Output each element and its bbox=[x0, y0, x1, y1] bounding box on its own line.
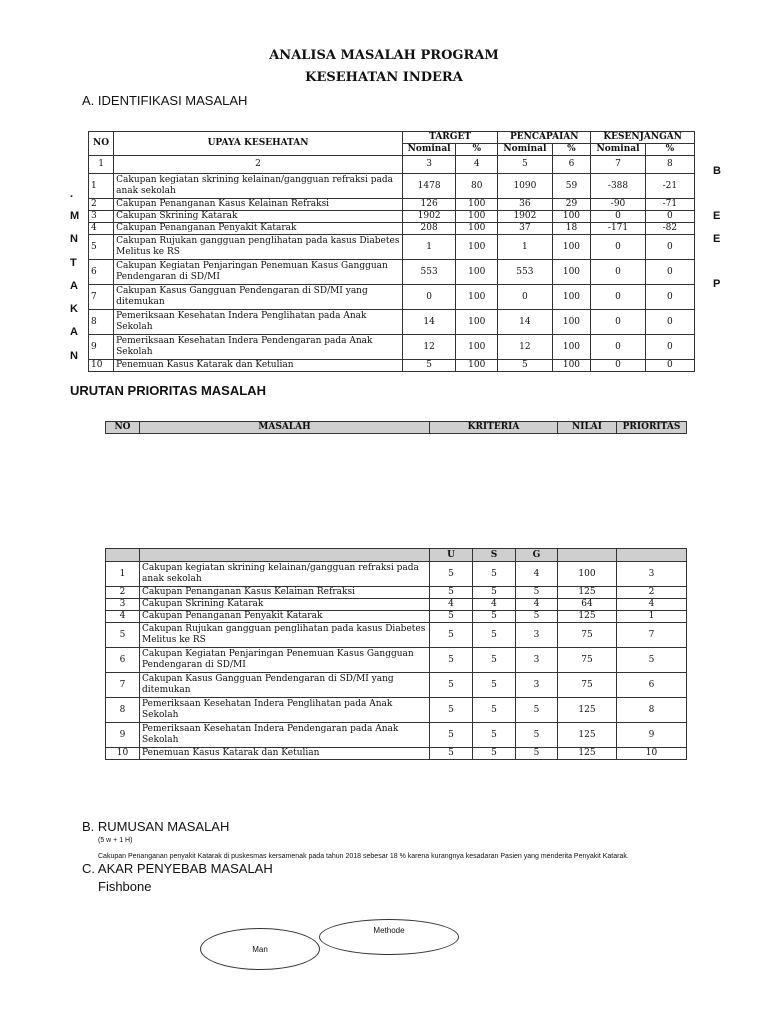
side-letter-right: P bbox=[713, 278, 721, 290]
section-c-subheading: Fishbone bbox=[98, 879, 152, 894]
identification-row bbox=[89, 235, 695, 260]
cell-p-nom: 37 bbox=[498, 223, 552, 235]
cell-t-nom: 1902 bbox=[402, 211, 455, 223]
identification-row bbox=[89, 310, 695, 335]
priority-cell-no: 6 bbox=[106, 648, 140, 673]
priority-cell-masalah: Cakupan Rujukan gangguan penglihatan pada kasus Diabetes Melitus ke RS bbox=[140, 623, 430, 648]
priority-cell-u: 5 bbox=[430, 748, 473, 760]
priority-col-masalah: MASALAH bbox=[140, 422, 430, 434]
priority-cell-s: 5 bbox=[473, 673, 516, 698]
priority-cell-g: 5 bbox=[516, 723, 558, 748]
cell-k-pct: 0 bbox=[645, 211, 694, 223]
index-row bbox=[89, 156, 695, 174]
cell-upaya: Cakupan Penanganan Penyakit Katarak bbox=[114, 223, 403, 235]
priority-cell-prioritas: 5 bbox=[617, 648, 687, 673]
cell-k-pct: -82 bbox=[645, 223, 694, 235]
priority-row bbox=[106, 599, 687, 611]
side-letter-right: E bbox=[713, 233, 721, 245]
priority-row bbox=[106, 748, 687, 760]
priority-cell-nilai: 75 bbox=[558, 648, 617, 673]
cell-k-nom: -388 bbox=[591, 174, 645, 199]
priority-cell-s: 5 bbox=[473, 698, 516, 723]
col-target-pct: % bbox=[456, 144, 498, 156]
priority-cell-prioritas: 2 bbox=[617, 587, 687, 599]
priority-row bbox=[106, 698, 687, 723]
cell-upaya: Cakupan Rujukan gangguan penglihatan pada kasus Diabetes Melitus ke RS bbox=[114, 235, 403, 260]
col-pencapaian-nominal: Nominal bbox=[498, 144, 552, 156]
usg-blank bbox=[140, 549, 430, 562]
col-kesenjangan-pct: % bbox=[645, 144, 694, 156]
usg-blank bbox=[617, 549, 687, 562]
priority-cell-s: 5 bbox=[473, 587, 516, 599]
priority-cell-u: 5 bbox=[430, 673, 473, 698]
cell-p-pct: 29 bbox=[552, 199, 591, 211]
priority-cell-g: 4 bbox=[516, 599, 558, 611]
fishbone-methode-label: Methode bbox=[373, 926, 405, 935]
cell-k-nom: 0 bbox=[591, 260, 645, 285]
priority-cell-nilai: 75 bbox=[558, 673, 617, 698]
priority-cell-prioritas: 4 bbox=[617, 599, 687, 611]
side-letter-left: M bbox=[70, 210, 80, 222]
cell-t-pct: 100 bbox=[456, 260, 498, 285]
priority-cell-masalah: Pemeriksaan Kesehatan Indera Pendengaran pada Anak Sekolah bbox=[140, 723, 430, 748]
cell-p-pct: 100 bbox=[552, 260, 591, 285]
priority-cell-s: 5 bbox=[473, 648, 516, 673]
cell-p-nom: 36 bbox=[498, 199, 552, 211]
side-letter-right: E bbox=[713, 210, 721, 222]
section-b-note: (5 w + 1 H) bbox=[98, 837, 133, 844]
priority-cell-u: 5 bbox=[430, 562, 473, 587]
cell-no: 8 bbox=[89, 310, 114, 335]
cell-upaya: Pemeriksaan Kesehatan Indera Penglihatan pada Anak Sekolah bbox=[114, 310, 403, 335]
cell-p-pct: 100 bbox=[552, 335, 591, 360]
cell-upaya: Pemeriksaan Kesehatan Indera Pendengaran pada Anak Sekolah bbox=[114, 335, 403, 360]
priority-cell-g: 5 bbox=[516, 587, 558, 599]
priority-cell-s: 5 bbox=[473, 611, 516, 623]
cell-t-pct: 100 bbox=[456, 235, 498, 260]
cell-t-nom: 12 bbox=[402, 335, 455, 360]
index-cell: 2 bbox=[114, 156, 403, 174]
side-letter-left: K bbox=[70, 303, 78, 315]
cell-t-pct: 100 bbox=[456, 211, 498, 223]
cell-p-nom: 14 bbox=[498, 310, 552, 335]
cell-p-pct: 100 bbox=[552, 310, 591, 335]
cell-t-pct: 100 bbox=[456, 310, 498, 335]
priority-cell-u: 5 bbox=[430, 648, 473, 673]
col-target: TARGET bbox=[402, 132, 497, 144]
priority-cell-prioritas: 10 bbox=[617, 748, 687, 760]
priority-cell-no: 3 bbox=[106, 599, 140, 611]
col-kesenjangan-nominal: Nominal bbox=[591, 144, 645, 156]
priority-cell-prioritas: 7 bbox=[617, 623, 687, 648]
cell-t-nom: 1 bbox=[402, 235, 455, 260]
cell-no: 2 bbox=[89, 199, 114, 211]
priority-cell-no: 4 bbox=[106, 611, 140, 623]
cell-k-pct: 0 bbox=[645, 285, 694, 310]
cell-p-nom: 5 bbox=[498, 360, 552, 372]
cell-k-pct: 0 bbox=[645, 260, 694, 285]
section-a-heading: A. IDENTIFIKASI MASALAH bbox=[82, 93, 248, 108]
index-cell: 7 bbox=[591, 156, 645, 174]
priority-cell-u: 5 bbox=[430, 623, 473, 648]
col-target-nominal: Nominal bbox=[402, 144, 455, 156]
priority-cell-masalah: Cakupan kegiatan skrining kelainan/gangguan refraksi pada anak sekolah bbox=[140, 562, 430, 587]
cell-k-nom: -171 bbox=[591, 223, 645, 235]
priority-col-nilai: NILAI bbox=[558, 422, 617, 434]
side-letter-left: A bbox=[70, 326, 78, 338]
fishbone-man-ellipse bbox=[200, 928, 320, 970]
cell-t-pct: 100 bbox=[456, 285, 498, 310]
cell-t-pct: 100 bbox=[456, 335, 498, 360]
priority-cell-u: 5 bbox=[430, 587, 473, 599]
cell-k-nom: 0 bbox=[591, 310, 645, 335]
cell-t-pct: 100 bbox=[456, 223, 498, 235]
cell-t-nom: 5 bbox=[402, 360, 455, 372]
col-no: NO bbox=[89, 132, 114, 156]
cell-t-nom: 1478 bbox=[402, 174, 455, 199]
cell-no: 9 bbox=[89, 335, 114, 360]
priority-cell-g: 3 bbox=[516, 623, 558, 648]
cell-upaya: Cakupan Penanganan Kasus Kelainan Refraksi bbox=[114, 199, 403, 211]
priority-cell-masalah: Cakupan Skrining Katarak bbox=[140, 599, 430, 611]
col-kesenjangan: KESENJANGAN bbox=[591, 132, 695, 144]
cell-k-pct: -21 bbox=[645, 174, 694, 199]
priority-col-kriteria: KRITERIA bbox=[430, 422, 558, 434]
priority-col-no: NO bbox=[106, 422, 140, 434]
priority-row bbox=[106, 611, 687, 623]
cell-p-pct: 100 bbox=[552, 360, 591, 372]
cell-p-nom: 553 bbox=[498, 260, 552, 285]
identification-table bbox=[88, 131, 695, 372]
doc-title-line1: ANALISA MASALAH PROGRAM bbox=[269, 48, 499, 63]
cell-t-nom: 0 bbox=[402, 285, 455, 310]
priority-cell-g: 3 bbox=[516, 648, 558, 673]
cell-k-nom: 0 bbox=[591, 335, 645, 360]
side-letter-left: N bbox=[70, 233, 78, 245]
identification-row bbox=[89, 199, 695, 211]
priority-cell-no: 5 bbox=[106, 623, 140, 648]
cell-no: 10 bbox=[89, 360, 114, 372]
cell-no: 5 bbox=[89, 235, 114, 260]
cell-p-pct: 18 bbox=[552, 223, 591, 235]
priority-cell-s: 5 bbox=[473, 623, 516, 648]
priority-cell-masalah: Cakupan Penanganan Penyakit Katarak bbox=[140, 611, 430, 623]
cell-no: 4 bbox=[89, 223, 114, 235]
priority-cell-masalah: Cakupan Kegiatan Penjaringan Penemuan Kasus Gangguan Pendengaran di SD/MI bbox=[140, 648, 430, 673]
usg-u: U bbox=[430, 549, 473, 562]
priority-cell-nilai: 100 bbox=[558, 562, 617, 587]
col-pencapaian: PENCAPAIAN bbox=[498, 132, 591, 144]
cell-k-pct: 0 bbox=[645, 360, 694, 372]
cell-upaya: Cakupan kegiatan skrining kelainan/gangguan refraksi pada anak sekolah bbox=[114, 174, 403, 199]
priority-cell-u: 5 bbox=[430, 723, 473, 748]
identification-row bbox=[89, 285, 695, 310]
cell-upaya: Penemuan Kasus Katarak dan Ketulian bbox=[114, 360, 403, 372]
side-letter-left: A bbox=[70, 280, 78, 292]
cell-k-nom: 0 bbox=[591, 235, 645, 260]
priority-cell-no: 1 bbox=[106, 562, 140, 587]
priority-cell-g: 4 bbox=[516, 562, 558, 587]
cell-k-pct: -71 bbox=[645, 199, 694, 211]
fishbone-methode-ellipse bbox=[319, 919, 459, 955]
priority-cell-prioritas: 8 bbox=[617, 698, 687, 723]
priority-cell-g: 5 bbox=[516, 748, 558, 760]
priority-cell-masalah: Penemuan Kasus Katarak dan Ketulian bbox=[140, 748, 430, 760]
cell-upaya: Cakupan Skrining Katarak bbox=[114, 211, 403, 223]
priority-cell-masalah: Cakupan Kasus Gangguan Pendengaran di SD/MI yang ditemukan bbox=[140, 673, 430, 698]
side-letter-right: B bbox=[713, 165, 721, 177]
identification-row bbox=[89, 174, 695, 199]
section-b-text: Cakupan Penanganan penyakit Katarak di puskesmas kersamenak pada tahun 2018 sebesar 18 % karena kurangnya kesadaran Pasien yang menderita Penyakit Katarak. bbox=[98, 853, 629, 860]
fishbone-man-label: Man bbox=[252, 944, 268, 954]
priority-row bbox=[106, 723, 687, 748]
priority-row bbox=[106, 623, 687, 648]
side-letter-left: N bbox=[70, 350, 78, 362]
cell-t-pct: 100 bbox=[456, 360, 498, 372]
priority-cell-no: 8 bbox=[106, 698, 140, 723]
priority-cell-prioritas: 6 bbox=[617, 673, 687, 698]
identification-row bbox=[89, 360, 695, 372]
section-c-heading: C. AKAR PENYEBAB MASALAH bbox=[82, 861, 273, 876]
cell-p-nom: 1902 bbox=[498, 211, 552, 223]
priority-cell-prioritas: 9 bbox=[617, 723, 687, 748]
priority-cell-prioritas: 3 bbox=[617, 562, 687, 587]
cell-no: 6 bbox=[89, 260, 114, 285]
cell-k-pct: 0 bbox=[645, 235, 694, 260]
usg-g: G bbox=[516, 549, 558, 562]
identification-row bbox=[89, 260, 695, 285]
cell-no: 3 bbox=[89, 211, 114, 223]
identification-row bbox=[89, 211, 695, 223]
identification-row bbox=[89, 335, 695, 360]
cell-k-pct: 0 bbox=[645, 335, 694, 360]
priority-cell-masalah: Pemeriksaan Kesehatan Indera Penglihatan pada Anak Sekolah bbox=[140, 698, 430, 723]
priority-cell-nilai: 75 bbox=[558, 623, 617, 648]
cell-t-nom: 14 bbox=[402, 310, 455, 335]
usg-blank bbox=[106, 549, 140, 562]
col-pencapaian-pct: % bbox=[552, 144, 591, 156]
priority-cell-nilai: 125 bbox=[558, 698, 617, 723]
cell-upaya: Cakupan Kegiatan Penjaringan Penemuan Kasus Gangguan Pendengaran di SD/MI bbox=[114, 260, 403, 285]
cell-t-nom: 126 bbox=[402, 199, 455, 211]
priority-cell-no: 10 bbox=[106, 748, 140, 760]
priority-row bbox=[106, 587, 687, 599]
cell-t-pct: 100 bbox=[456, 199, 498, 211]
cell-p-pct: 100 bbox=[552, 211, 591, 223]
cell-p-nom: 1 bbox=[498, 235, 552, 260]
cell-k-nom: 0 bbox=[591, 285, 645, 310]
priority-cell-s: 4 bbox=[473, 599, 516, 611]
doc-title-line2: KESEHATAN INDERA bbox=[305, 70, 463, 85]
index-cell: 5 bbox=[498, 156, 552, 174]
cell-no: 7 bbox=[89, 285, 114, 310]
cell-k-pct: 0 bbox=[645, 310, 694, 335]
cell-k-nom: 0 bbox=[591, 211, 645, 223]
col-upaya: UPAYA KESEHATAN bbox=[114, 132, 403, 156]
priority-cell-nilai: 125 bbox=[558, 611, 617, 623]
section-b-heading: B. RUMUSAN MASALAH bbox=[82, 819, 230, 834]
cell-k-nom: -90 bbox=[591, 199, 645, 211]
priority-cell-u: 5 bbox=[430, 611, 473, 623]
cell-p-nom: 1090 bbox=[498, 174, 552, 199]
priority-cell-s: 5 bbox=[473, 748, 516, 760]
priority-cell-nilai: 64 bbox=[558, 599, 617, 611]
priority-row bbox=[106, 648, 687, 673]
priority-cell-nilai: 125 bbox=[558, 748, 617, 760]
side-letter-left: . bbox=[70, 188, 74, 200]
priority-cell-prioritas: 1 bbox=[617, 611, 687, 623]
usg-blank bbox=[558, 549, 617, 562]
index-cell: 1 bbox=[89, 156, 114, 174]
index-cell: 3 bbox=[402, 156, 455, 174]
priority-cell-no: 9 bbox=[106, 723, 140, 748]
priority-cell-g: 5 bbox=[516, 698, 558, 723]
priority-cell-g: 3 bbox=[516, 673, 558, 698]
priority-heading: URUTAN PRIORITAS MASALAH bbox=[70, 383, 266, 398]
index-cell: 8 bbox=[645, 156, 694, 174]
priority-cell-s: 5 bbox=[473, 562, 516, 587]
cell-t-pct: 80 bbox=[456, 174, 498, 199]
priority-cell-no: 2 bbox=[106, 587, 140, 599]
cell-p-pct: 100 bbox=[552, 285, 591, 310]
cell-no: 1 bbox=[89, 174, 114, 199]
identification-row bbox=[89, 223, 695, 235]
priority-cell-u: 4 bbox=[430, 599, 473, 611]
cell-p-nom: 12 bbox=[498, 335, 552, 360]
index-cell: 4 bbox=[456, 156, 498, 174]
priority-cell-no: 7 bbox=[106, 673, 140, 698]
priority-cell-nilai: 125 bbox=[558, 723, 617, 748]
cell-p-nom: 0 bbox=[498, 285, 552, 310]
usg-s: S bbox=[473, 549, 516, 562]
index-cell: 6 bbox=[552, 156, 591, 174]
priority-header-table bbox=[105, 421, 687, 434]
cell-t-nom: 553 bbox=[402, 260, 455, 285]
cell-upaya: Cakupan Kasus Gangguan Pendengaran di SD/MI yang ditemukan bbox=[114, 285, 403, 310]
priority-cell-nilai: 125 bbox=[558, 587, 617, 599]
priority-cell-g: 5 bbox=[516, 611, 558, 623]
priority-row bbox=[106, 562, 687, 587]
priority-col-prioritas: PRIORITAS bbox=[617, 422, 687, 434]
side-letter-left: T bbox=[70, 257, 77, 269]
cell-t-nom: 208 bbox=[402, 223, 455, 235]
priority-table bbox=[105, 548, 687, 760]
priority-row bbox=[106, 673, 687, 698]
cell-k-nom: 0 bbox=[591, 360, 645, 372]
priority-cell-s: 5 bbox=[473, 723, 516, 748]
cell-p-pct: 59 bbox=[552, 174, 591, 199]
priority-cell-u: 5 bbox=[430, 698, 473, 723]
cell-p-pct: 100 bbox=[552, 235, 591, 260]
priority-cell-masalah: Cakupan Penanganan Kasus Kelainan Refraksi bbox=[140, 587, 430, 599]
